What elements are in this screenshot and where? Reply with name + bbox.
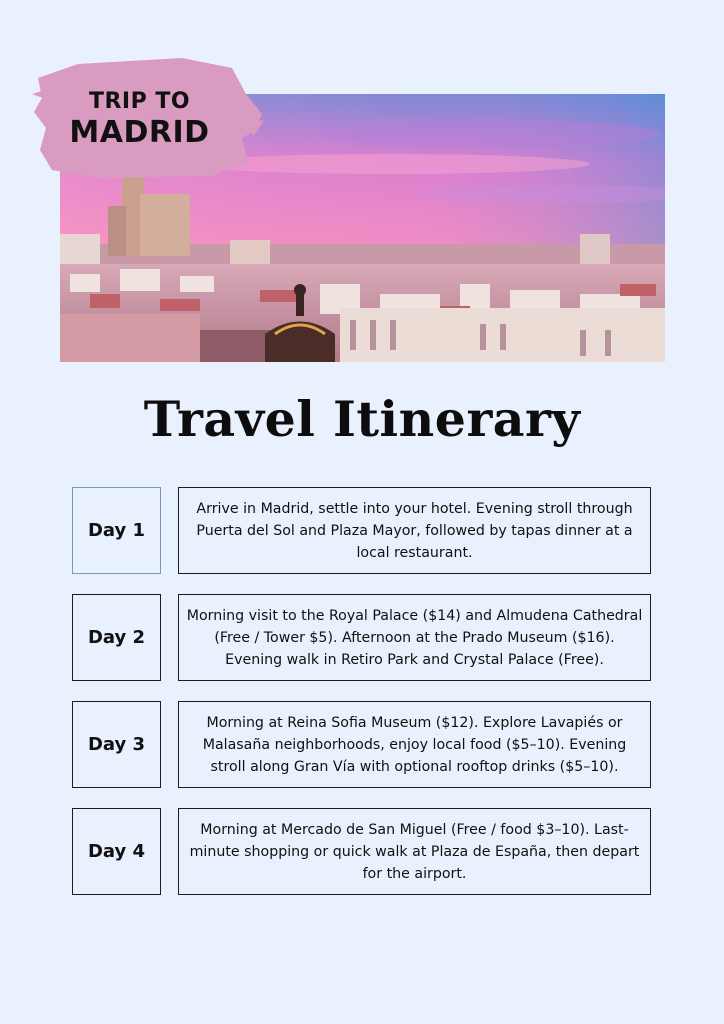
destination-label: MADRID xyxy=(69,115,210,150)
day-description: Arrive in Madrid, settle into your hotel. Evening stroll through Puerta del Sol and Plaza Mayor, followed by tapas dinner at a local restaurant. xyxy=(178,487,651,574)
day-description: Morning at Mercado de San Miguel (Free / food $3–10). Last-minute shopping or quick walk at Plaza de España, then depart for the airport. xyxy=(178,808,651,895)
itinerary-row xyxy=(72,701,652,788)
itinerary-row xyxy=(72,487,652,574)
day-label: Day 2 xyxy=(72,594,161,681)
day-description: Morning visit to the Royal Palace ($14) and Almudena Cathedral (Free / Tower $5). Afternoon at the Prado Museum ($16). Evening walk in Retiro Park and Crystal Palace (Free). xyxy=(178,594,651,681)
day-label: Day 1 xyxy=(72,487,161,574)
day-label: Day 4 xyxy=(72,808,161,895)
day-label: Day 3 xyxy=(72,701,161,788)
page-title: Travel Itinerary xyxy=(143,390,581,448)
itinerary-row xyxy=(72,808,652,895)
trip-title-badge xyxy=(32,54,264,182)
itinerary-row xyxy=(72,594,652,681)
day-description: Morning at Reina Sofia Museum ($12). Explore Lavapiés or Malasaña neighborhoods, enjoy local food ($5–10). Evening stroll along Gran Vía with optional rooftop drinks ($5–10). xyxy=(178,701,651,788)
trip-to-label: TRIP TO xyxy=(88,89,191,114)
